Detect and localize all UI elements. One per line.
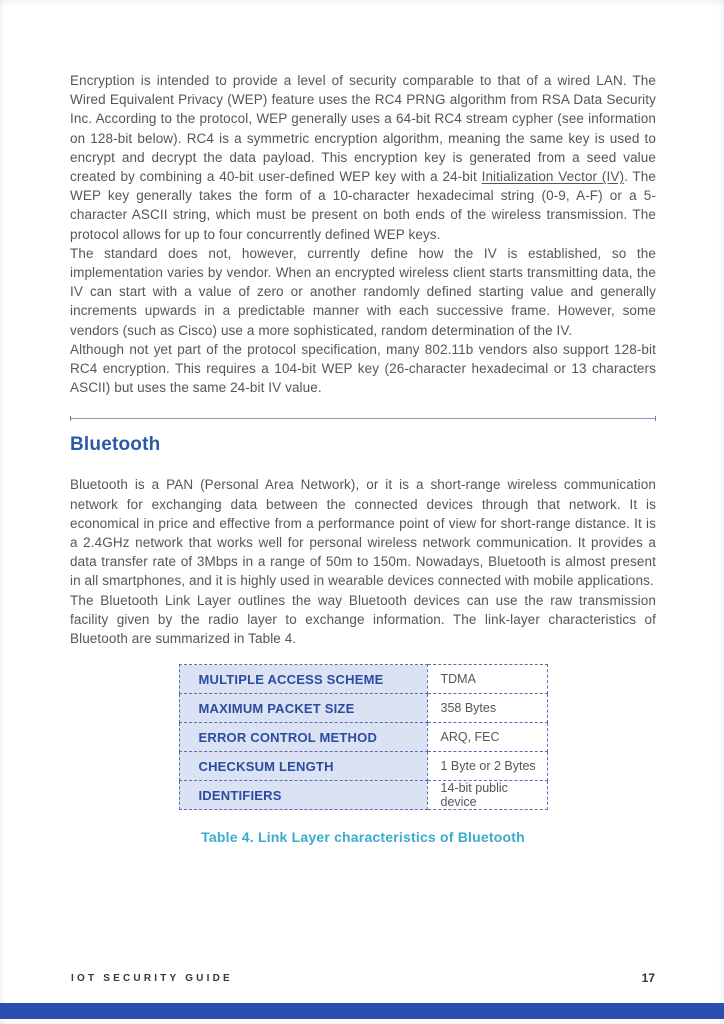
table-row-label: CHECKSUM LENGTH bbox=[179, 752, 427, 781]
table-row bbox=[179, 665, 547, 694]
section-divider bbox=[70, 418, 656, 419]
table-row-label: MULTIPLE ACCESS SCHEME bbox=[179, 665, 427, 694]
footer-page-number: 17 bbox=[641, 971, 655, 985]
table-row bbox=[179, 694, 547, 723]
table-row bbox=[179, 723, 547, 752]
table-row-value: 14-bit public device bbox=[427, 781, 547, 810]
table-row-label: MAXIMUM PACKET SIZE bbox=[179, 694, 427, 723]
page-content bbox=[70, 71, 656, 845]
table-row-value: ARQ, FEC bbox=[427, 723, 547, 752]
table-row-value: TDMA bbox=[427, 665, 547, 694]
paragraph-128bit-rc4: Although not yet part of the protocol specification, many 802.11b vendors also support 128-bit RC4 encryption. This requires a 104-bit WEP key (26-character hexadecimal or 13 characters ASCII) but uses the same 24-bit IV value. bbox=[70, 341, 656, 396]
table-row-label: ERROR CONTROL METHOD bbox=[179, 723, 427, 752]
footer-accent-bar bbox=[0, 1003, 724, 1019]
table-caption: Table 4. Link Layer characteristics of Bluetooth bbox=[201, 829, 525, 846]
table-row-label: IDENTIFIERS bbox=[179, 781, 427, 810]
paragraph-bluetooth-pan: Bluetooth is a PAN (Personal Area Network), or it is a short-range wireless communication network for exchanging data between the connected devices through that network. It is economical in price and effective from a performance point of view for short-range distance. It is a 2.4GHz network that works well for personal wireless network communication. It provides a data transfer rate of 3Mbps in a range of 50m to 150m. Nowadays, Bluetooth is almost present in all smartphones, and it is highly used in wearable devices connected with mobile applications. bbox=[70, 477, 656, 589]
link-layer-characteristics-table bbox=[179, 664, 548, 810]
paragraph-bluetooth-link-layer: The Bluetooth Link Layer outlines the way Bluetooth devices can use the raw transmission facility given by the radio layer to exchange information. The link-layer characteristics of Bluetooth are summarized in Table 4. bbox=[70, 592, 656, 647]
table-row-value: 358 Bytes bbox=[427, 694, 547, 723]
paragraph-text: Encryption is intended to provide a level of security comparable to that of a wired LAN. The Wired Equivalent Privacy (WEP) feature uses the RC4 PRNG algorithm from RSA Data Security Inc. According to the protocol, WEP generally uses a 64-bit RC4 stream cypher (see information on 128-bit below). RC4 is a symmetric encryption algorithm, meaning the same key is used to encrypt and decrypt the data payload. This encryption key is generated from a seed value created by combining a 40-bit user-defined WEP key with a 24-bit bbox=[70, 73, 656, 185]
table-row-value: 1 Byte or 2 Bytes bbox=[427, 752, 547, 781]
footer-doc-title: IOT SECURITY GUIDE bbox=[71, 972, 233, 984]
page-footer bbox=[71, 971, 655, 985]
paragraph-text: . The WEP key generally takes the form of a 10-character hexadecimal string (0-9, A-F) or a 5-character ASCII string, which must be present on both ends of the wireless transmission. The protocol allows for up to four concurrently defined WEP keys. bbox=[70, 169, 656, 242]
initialization-vector-link[interactable]: Initialization Vector (IV) bbox=[481, 169, 625, 185]
paragraph-iv-standard: The standard does not, however, currently define how the IV is established, so the implementation varies by vendor. When an encrypted wireless client starts transmitting data, the IV can start with a value of zero or another randomly defined starting value and generally increments upwards in a predictable manner with each successive frame. However, some vendors (such as Cisco) use a more sophisticated, random determination of the IV. bbox=[70, 245, 656, 338]
table-row bbox=[179, 752, 547, 781]
section-heading-bluetooth: Bluetooth bbox=[70, 434, 161, 456]
table-row bbox=[179, 781, 547, 810]
paragraph-wep-encryption bbox=[70, 71, 656, 244]
